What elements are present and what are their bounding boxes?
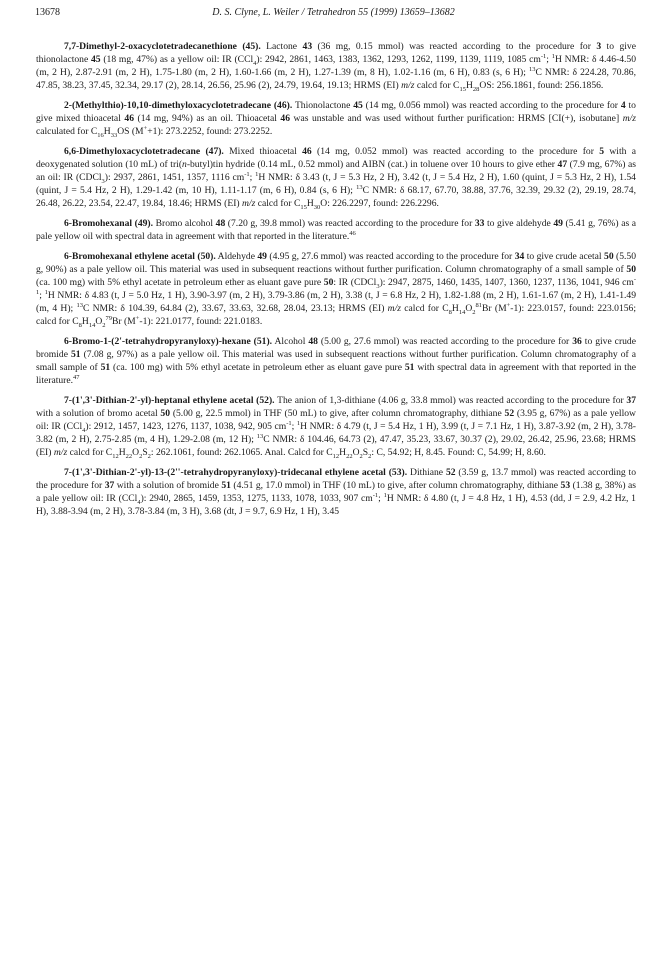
compound-body: Bromo alcohol 48 (7.20 g, 39.8 mmol) was reacted according to the procedure for 33 to give aldehyde 49 (5.41 g, 76%) as a pale yellow oil with spectral data in agreement with that reported in the literature.$^{46}$ <box>36 218 637 242</box>
compound-entry <box>36 466 636 518</box>
running-head: D. S. Clyne, L. Weiler / Tetrahedron 55 (1999) 13659–13682 <box>212 7 455 18</box>
compound-title: 6,6-Dimethyloxacyclotetradecane (47). <box>64 146 224 157</box>
page-header <box>35 7 632 23</box>
experimental-section <box>36 40 636 525</box>
compound-body: Mixed thioacetal 46 (14 mg, 0.052 mmol) was reacted according to the procedure for 5 with a deoxygenated solution (10 mL) of tri(n-butyl)tin hydride (0.14 mL, 0.52 mmol) and AIBN (cat.) in toluene over 10 hours to give ether 47 (7.9 mg, 67%) as an oil: IR (CDCl$_3$): 2937, 2861, 1451, 1357, 1116 $cm^{-1}$; $^1$H NMR: δ 3.43 (t, J = 5.3 Hz, 2 H), 3.42 (t, J = 5.4 Hz, 2 H), 1.60 (quint, J = 5.3 Hz, 2 H), 1.54 (quint, J = 5.4 Hz, 2 H), 1.29-1.42 (m, 10 H), 1.11-1.17 (m, 6 H), 0.84 (s, 6 H); $^{13}$C NMR: δ 68.17, 67.70, 38.88, 37.76, 32.39, 29.32 (2), 29.19, 28.74, 26.48, 26.22, 23.54, 22.47, 19.84, 18.46; HRMS (EI) m/z calcd for $C_{15}H_{30}O$: 226.2297, found: 226.2296. <box>36 146 636 211</box>
compound-entry <box>36 217 636 243</box>
compound-entry <box>36 335 636 387</box>
compound-title: 6-Bromo-1-(2'-tetrahydropyranyloxy)-hexane (51). <box>64 336 273 347</box>
compound-title: 6-Bromohexanal (49). <box>64 218 154 229</box>
compound-body: Alcohol 48 (5.00 g, 27.6 mmol) was reacted according to the procedure for 36 to give crude bromide 51 (7.08 g, 97%) as a pale yellow oil. This material was used in subsequent reactions without further purification. Column chromatography of a small sample of 51 (ca. 100 mg) with 5% ethyl acetate in petroleum ether as eluant gave pure 51 with spectral data in agreement with that reported in the literature.$^{47}$ <box>36 336 636 386</box>
compound-entry <box>36 250 636 328</box>
page-number: 13678 <box>35 7 60 18</box>
compound-entry <box>36 40 636 92</box>
compound-body: Aldehyde 49 (4.95 g, 27.6 mmol) was reacted according to the procedure for 34 to give crude acetal 50 (5.50 g, 90%) as a pale yellow oil. This material was used in subsequent reactions without further purification. Column chromatography of a small sample of 50 (ca. 100 mg) with 5% ethyl acetate in petroleum ether as eluant gave pure 50: IR (CDCl$_3$): 2947, 2875, 1460, 1435, 1407, 1360, 1237, 1136, 1041, 946 $cm^{-1}$; $^1$H NMR: δ 4.83 (t, J = 5.0 Hz, 1 H), 3.90-3.97 (m, 2 H), 3.79-3.86 (m, 2 H), 3.38 (t, J = 6.8 Hz, 2 H), 1.82-1.88 (m, 2 H), 1.61-1.67 (m, 2 H), 1.41-1.49 (m, 4 H); $^{13}$C NMR: δ 104.39, 64.84 (2), 33.67, 33.63, 32.68, 28.04, 23.13; HRMS (EI) m/z calcd for $C_8H_{14}O_2^{81}Br$ (M+-1): 223.0157, found: 223.0156; calcd for $C_8H_{14}O_2^{79}Br$ (M+-1): 221.0177, found: 221.0183. <box>36 251 637 329</box>
compound-title: 7-(1',3'-Dithian-2'-yl)-13-(2''-tetrahydropyranyloxy)-tridecanal ethylene acetal (53). <box>64 467 408 478</box>
compound-title: 6-Bromohexanal ethylene acetal (50). <box>64 251 216 262</box>
compound-entry <box>36 145 636 210</box>
compound-entry <box>36 394 636 459</box>
compound-body: Lactone 43 (36 mg, 0.15 mmol) was reacted according to the procedure for 3 to give thionolactone 45 (18 mg, 47%) as a yellow oil: IR (CCl$_4$): 2942, 2861, 1463, 1383, 1362, 1293, 1262, 1199, 1139, 1119, 1085 $cm^{-1}$; $^1$H NMR: δ 4.46-4.50 (m, 2 H), 2.87-2.91 (m, 2 H), 1.75-1.80 (m, 2 H), 1.60-1.66 (m, 2 H), 1.27-1.39 (m, 8 H), 1.02-1.16 (m, 6 H), 0.83 (s, 6 H); $^{13}$C NMR: δ 224.28, 70.86, 47.85, 38.23, 37.45, 32.34, 29.17 (2), 28.14, 26.56, 25.96 (2), 24.79, 19.64, 19.13; HRMS (EI) m/z calcd for $C_{15}H_{28}OS$: 256.1861, found: 256.1856. <box>36 41 637 93</box>
compound-entry <box>36 99 636 138</box>
compound-title: 2-(Methylthio)-10,10-dimethyloxacyclotetradecane (46). <box>64 100 293 111</box>
compound-body: The anion of 1,3-dithiane (4.06 g, 33.8 mmol) was reacted according to the procedure for 37 with a solution of bromo acetal 50 (5.00 g, 22.5 mmol) in THF (50 mL) to give, after column chromatography, dithiane 52 (3.95 g, 67%) as a pale yellow oil: IR (CCl$_4$): 2912, 1457, 1423, 1276, 1137, 1038, 942, 905 $cm^{-1}$; $^1$H NMR: δ 4.79 (t, J = 5.4 Hz, 1 H), 3.99 (t, J = 7.1 Hz, 1 H), 3.87-3.92 (m, 2 H), 3.78-3.82 (m, 2 H), 2.75-2.85 (m, 4 H), 1.29-2.08 (m, 12 H); $^{13}$C NMR: δ 104.46, 64.73 (2), 47.47, 35.23, 33.67, 30.37 (2), 29.02, 26.42, 25.96, 23.68; HRMS (EI) m/z calcd for $C_{12}H_{22}O_2S_2$: 262.1061, found: 262.1065. Anal. Calcd for $C_{12}H_{22}O_2S_2$: C, 54.92; H, 8.45. Found: C, 54.99; H, 8.60. <box>36 395 636 460</box>
compound-body: Thionolactone 45 (14 mg, 0.056 mmol) was reacted according to the procedure for 4 to give mixed thioacetal 46 (14 mg, 94%) as an oil. Thioacetal 46 was unstable and was used without further purification: HRMS [CI(+), isobutane] m/z calculated for $C_{16}H_{33}OS$ (M++1): 273.2252, found: 273.2252. <box>36 100 637 139</box>
compound-body: Dithiane 52 (3.59 g, 13.7 mmol) was reacted according to the procedure for 37 with a solution of bromide 51 (4.51 g, 17.0 mmol) in THF (10 mL) to give, after column chromatography, dithiane 53 (1.38 g, 38%) as a pale yellow oil: IR (CCl$_4$): 2940, 2865, 1459, 1353, 1275, 1133, 1078, 1033, 907 $cm^{-1}$; $^1$H NMR: δ 4.80 (t, J = 4.8 Hz, 1 H), 4.53 (dd, J = 2.9, 4.2 Hz, 1 H), 3.88-3.94 (m, 2 H), 3.78-3.84 (m, 3 H), 3.68 (dt, J = 9.7, 6.9 Hz, 1 H), 3.45 <box>36 467 637 517</box>
compound-title: 7-(1',3'-Dithian-2'-yl)-heptanal ethylene acetal (52). <box>64 395 275 406</box>
compound-title: 7,7-Dimethyl-2-oxacyclotetradecanethione (45). <box>64 41 261 52</box>
